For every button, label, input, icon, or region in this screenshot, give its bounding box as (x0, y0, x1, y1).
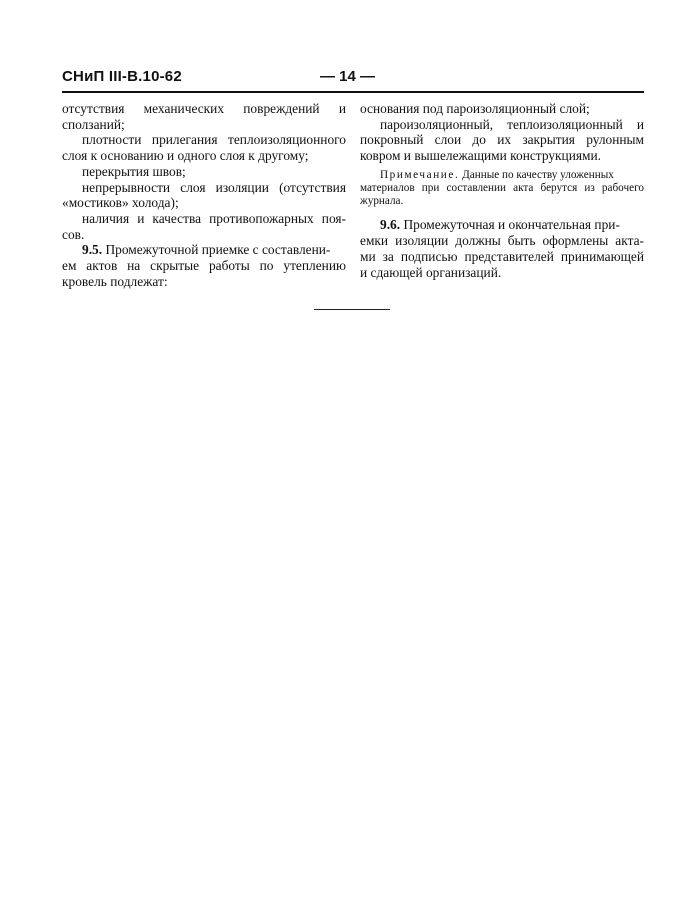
page-number: — 14 — (320, 68, 376, 85)
text-line: слоя к основанию и одного слоя к другому; (62, 148, 309, 164)
clause-number: 9.5. (82, 242, 103, 258)
text-line: покровный слои до их закрытия рулонным (360, 132, 644, 148)
spacer (360, 208, 644, 217)
document-code: СНиП III-В.10-62 (62, 68, 182, 85)
text-line: непрерывности слоя изоляции (отсутствия (82, 179, 346, 195)
clause-9-5 (62, 242, 346, 289)
end-of-text-rule (314, 309, 390, 310)
header-divider (62, 91, 644, 93)
text-line: сов. (62, 226, 85, 242)
text-line: плотности прилегания теплоизоляционного (82, 132, 346, 148)
text-line: ми за подписью представителей принимающей (360, 248, 644, 264)
note-label: Примечание. (380, 168, 460, 181)
clause-number: 9.6. (380, 217, 401, 233)
right-column (360, 101, 644, 280)
note-first-line (360, 169, 644, 182)
text-line: емки изоляции должны быть оформлены акта- (360, 233, 644, 249)
clause-first-line (360, 217, 644, 233)
text-line: отсутствия механических повреждений и (62, 101, 346, 116)
clause-9-6 (360, 217, 644, 280)
note-block (360, 169, 644, 209)
clause-first-line (62, 242, 346, 258)
clause-text: Промежуточной приемке с составлени- (105, 242, 331, 258)
text-line: наличия и качества противопожарных поя- (82, 210, 346, 226)
note-text: Данные по качеству уложенных (462, 168, 614, 181)
text-line: пароизоляционный, теплоизоляционный и (380, 116, 644, 132)
text-line: ковром и вышележащими конструкциями. (360, 148, 602, 164)
text-line: сползаний; (62, 116, 125, 132)
text-line: перекрытия швов; (82, 163, 186, 179)
text-line: ем актов на скрытые работы по утеплению (62, 258, 346, 274)
page-header (62, 68, 644, 88)
text-line: основания под пароизоляционный слой; (360, 101, 590, 116)
text-line: «мостиков» холода); (62, 195, 179, 211)
text-line: и сдающей организаций. (360, 264, 502, 280)
text-line: кровель подлежат: (62, 273, 168, 289)
clause-text: Промежуточная и окончательная при- (403, 217, 620, 233)
text-line: материалов при составлении акта берутся из рабочего (360, 182, 644, 195)
left-column (62, 101, 346, 289)
text-line: журнала. (360, 195, 404, 208)
